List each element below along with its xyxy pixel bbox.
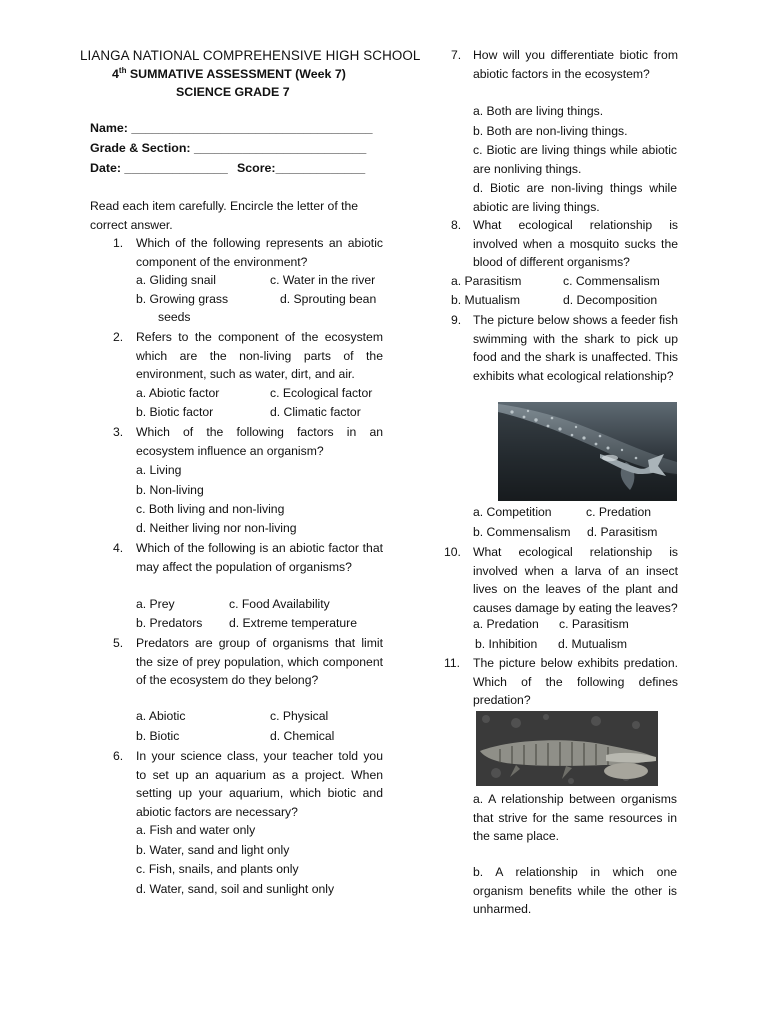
q7-option-b[interactable]: b. Both are non-living things. xyxy=(473,124,628,138)
q1-option-c[interactable]: c. Water in the river xyxy=(270,273,376,287)
question-number: 5. xyxy=(113,636,124,650)
q8-option-a[interactable]: a. Parasitism xyxy=(451,274,522,288)
q6-option-a[interactable]: a. Fish and water only xyxy=(136,823,256,837)
question-text: Predators are group of organisms that limit the size of prey population, which component of the ecosystem do they belong? xyxy=(136,636,383,687)
question-text: The picture below exhibits predation. Which of the following defines predation? xyxy=(473,656,678,707)
shark-with-feeder-fish-icon xyxy=(498,402,677,501)
question-number: 1. xyxy=(113,236,124,250)
q9-option-a[interactable]: a. Competition xyxy=(473,505,552,519)
q4-option-d[interactable]: d. Extreme temperature xyxy=(229,616,358,630)
school-name: LIANGA NATIONAL COMPREHENSIVE HIGH SCHOOL xyxy=(80,48,421,63)
q5-option-b[interactable]: b. Biotic xyxy=(136,729,180,743)
crocodile-predator-icon xyxy=(476,711,658,786)
q2-option-c[interactable]: c. Ecological factor xyxy=(270,386,373,400)
question-text: Refers to the component of the ecosystem which are the non-living parts of the environment, such as water, dirt, and air. xyxy=(136,330,383,381)
q1-option-a[interactable]: a. Gliding snail xyxy=(136,273,216,287)
question-number: 4. xyxy=(113,541,124,555)
question-number: 9. xyxy=(451,313,462,327)
question-text: In your science class, your teacher told you to set up an aquarium as a project. When setting up your aquarium, which biotic and abiotic factors are necessary? xyxy=(136,749,383,819)
question-number: 6. xyxy=(113,749,124,763)
q5-option-c[interactable]: c. Physical xyxy=(270,709,329,723)
question-number: 3. xyxy=(113,425,124,439)
q6-option-c[interactable]: c. Fish, snails, and plants only xyxy=(136,862,299,876)
q3-option-a[interactable]: a. Living xyxy=(136,463,182,477)
shark-feeder-fish-picture xyxy=(498,402,677,501)
q3-option-c[interactable]: c. Both living and non-living xyxy=(136,502,285,516)
q1-option-b[interactable]: b. Growing grass xyxy=(136,292,229,306)
question-text: Which of the following represents an abiotic component of the environment? xyxy=(136,236,383,269)
q3-option-b[interactable]: b. Non-living xyxy=(136,483,204,497)
question-number: 2. xyxy=(113,330,124,344)
q2-option-d[interactable]: d. Climatic factor xyxy=(270,405,361,419)
question-text: What ecological relationship is involved when a mosquito sucks the blood of different organisms? xyxy=(473,218,678,269)
question-text: Which of the following factors in an ecosystem influence an organism? xyxy=(136,425,383,458)
q5-option-d[interactable]: d. Chemical xyxy=(270,729,335,743)
q9-option-b[interactable]: b. Commensalism xyxy=(473,525,571,539)
exam-number-suffix: th xyxy=(118,65,127,75)
q7-option-c[interactable]: c. Biotic are living things while abiotic are nonliving things. xyxy=(473,143,677,176)
q11-option-b[interactable]: b. A relationship in which one organism benefits while the other is unharmed. xyxy=(473,865,677,916)
exam-number: 4 xyxy=(112,67,119,81)
q7-option-d[interactable]: d. Biotic are non-living things while abiotic are living things. xyxy=(473,181,677,214)
q4-option-c[interactable]: c. Food Availability xyxy=(229,597,330,611)
q10-option-d[interactable]: d. Mutualism xyxy=(558,637,628,651)
exam-title-text: SUMMATIVE ASSESSMENT (Week 7) xyxy=(126,67,346,81)
question-number: 10. xyxy=(444,545,461,559)
q4-option-b[interactable]: b. Predators xyxy=(136,616,203,630)
q6-option-b[interactable]: b. Water, sand and light only xyxy=(136,843,290,857)
q10-option-c[interactable]: c. Parasitism xyxy=(559,617,629,631)
question-number: 11. xyxy=(444,656,461,670)
q10-option-b[interactable]: b. Inhibition xyxy=(475,637,538,651)
score-field[interactable]: Score:_____________ xyxy=(237,161,366,175)
crocodile-predation-picture xyxy=(476,711,658,786)
q1-option-b-continued: seeds xyxy=(158,310,191,324)
question-text: The picture below shows a feeder fish swimming with the shark to pick up food and the shark is unaffected. This exhibits what ecological relationship? xyxy=(473,313,678,383)
subject-grade: SCIENCE GRADE 7 xyxy=(176,85,290,99)
q5-option-a[interactable]: a. Abiotic xyxy=(136,709,186,723)
question-number: 8. xyxy=(451,218,462,232)
q6-option-d[interactable]: d. Water, sand, soil and sunlight only xyxy=(136,882,335,896)
q8-option-b[interactable]: b. Mutualism xyxy=(451,293,521,307)
q9-option-c[interactable]: c. Predation xyxy=(586,505,652,519)
q10-option-a[interactable]: a. Predation xyxy=(473,617,539,631)
q11-option-a[interactable]: a. A relationship between organisms that strive for the same resources in the same place. xyxy=(473,792,677,843)
exam-title xyxy=(112,65,346,84)
q8-option-c[interactable]: c. Commensalism xyxy=(563,274,660,288)
question-text: Which of the following is an abiotic factor that may affect the population of organisms? xyxy=(136,541,383,574)
date-field[interactable]: Date: _______________ xyxy=(90,161,228,175)
q4-option-a[interactable]: a. Prey xyxy=(136,597,175,611)
q9-option-d[interactable]: d. Parasitism xyxy=(587,525,658,539)
instructions: Read each item carefully. Encircle the letter of the correct answer. xyxy=(90,199,359,232)
name-field[interactable]: Name: ___________________________________ xyxy=(90,121,373,135)
q3-option-d[interactable]: d. Neither living nor non-living xyxy=(136,521,297,535)
q7-option-a[interactable]: a. Both are living things. xyxy=(473,104,604,118)
q2-option-a[interactable]: a. Abiotic factor xyxy=(136,386,220,400)
question-number: 7. xyxy=(451,48,462,62)
question-text: What ecological relationship is involved when a larva of an insect lives on the leaves of the plant and causes damage by eating the leaves? xyxy=(473,545,678,615)
q8-option-d[interactable]: d. Decomposition xyxy=(563,293,658,307)
grade-section-field[interactable]: Grade & Section: _________________________ xyxy=(90,141,367,155)
q2-option-b[interactable]: b. Biotic factor xyxy=(136,405,214,419)
question-text: How will you differentiate biotic from abiotic factors in the ecosystem? xyxy=(473,48,678,81)
q1-option-d[interactable]: d. Sprouting bean xyxy=(280,292,377,306)
